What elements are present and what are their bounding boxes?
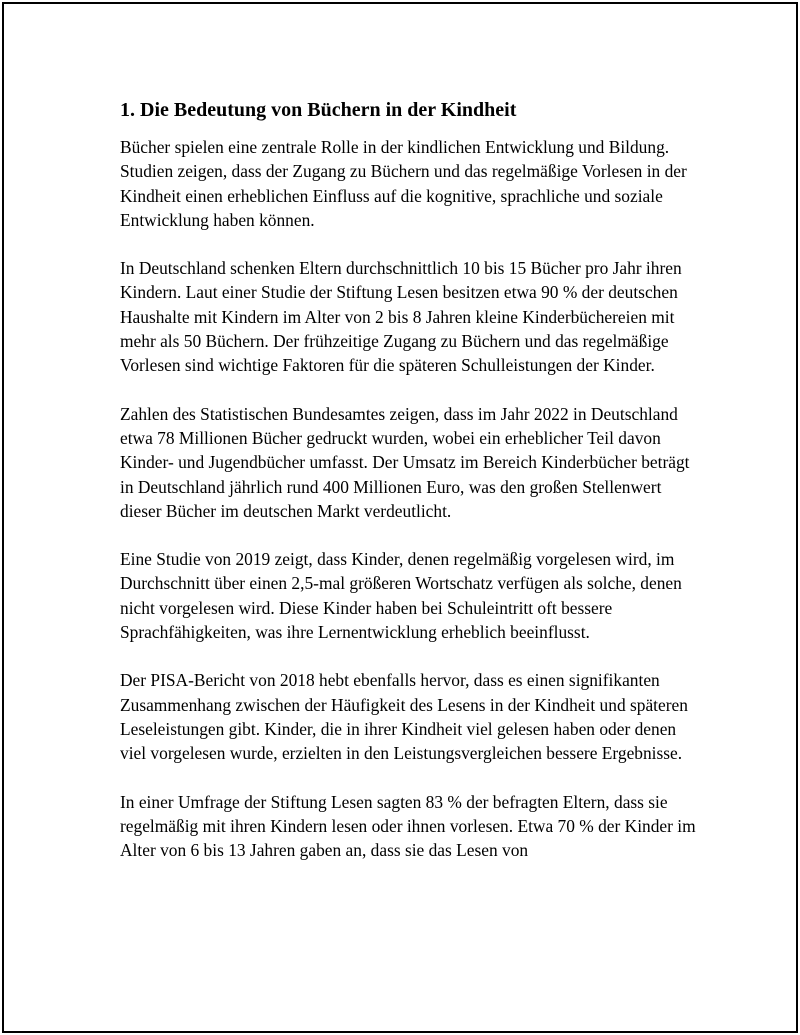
paragraph-pisa: Der PISA-Bericht von 2018 hebt ebenfalls hervor, dass es einen signifikanten Zusammenhang zwischen der Häufigkeit des Lesens in der Kindheit und späteren Leseleistungen gibt. Kinder, die in ihrer Kindheit viel gelesen haben oder denen viel vorgelesen wurde, erzielten in den Leistungsvergleichen bessere Ergebnisse. (120, 670, 688, 764)
paragraph-intro: Bücher spielen eine zentrale Rolle in der kindlichen Entwicklung und Bildung. Studien zeigen, dass der Zugang zu Büchern und das regelmäßige Vorlesen in der Kindheit einen erheblichen Einfluss auf die kognitive, sprachliche und soziale Entwicklung haben können. (120, 137, 687, 230)
paragraph-survey: In einer Umfrage der Stiftung Lesen sagten 83 % der befragten Eltern, dass sie regelmäßig mit ihren Kindern lesen oder ihnen vorlesen. Etwa 70 % der Kinder im Alter von 6 bis 13 Jahren gaben an, dass sie das Lesen von (120, 791, 696, 861)
section-heading: 1. Die Bedeutung von Büchern in der Kindheit (120, 99, 517, 121)
paragraph-vocabulary-study: Eine Studie von 2019 zeigt, dass Kinder, denen regelmäßig vorgelesen wird, im Durchschnitt über einen 2,5-mal größeren Wortschatz verfügen als solche, denen nicht vorgelesen wird. Diese Kinder haben bei Schuleintritt oft bessere Sprachfähigkeiten, was ihre Lernentwicklung erheblich beeinflusst. (120, 549, 682, 643)
paragraph-statistics: Zahlen des Statistischen Bundesamtes zeigen, dass im Jahr 2022 in Deutschland etwa 78 Millionen Bücher gedruckt wurden, wobei ein erheblicher Teil davon Kinder- und Jugendbücher umfasst. Der Umsatz im Bereich Kinderbücher beträgt in Deutschland jährlich rund 400 Millionen Euro, was den großen Stellenwert dieser Bücher im deutschen Markt verdeutlicht. (120, 403, 690, 521)
document-body (120, 96, 704, 886)
paragraph-gifting: In Deutschland schenken Eltern durchschnittlich 10 bis 15 Bücher pro Jahr ihren Kindern. Laut einer Studie der Stiftung Lesen besitzen etwa 90 % der deutschen Haushalte mit Kindern im Alter von 2 bis 8 Jahren kleine Kinderbüchereien mit mehr als 50 Büchern. Der frühzeitige Zugang zu Büchern und das regelmäßige Vorlesen sind wichtige Faktoren für die späteren Schulleistungen der Kinder. (120, 258, 682, 376)
page-frame (2, 2, 798, 1033)
